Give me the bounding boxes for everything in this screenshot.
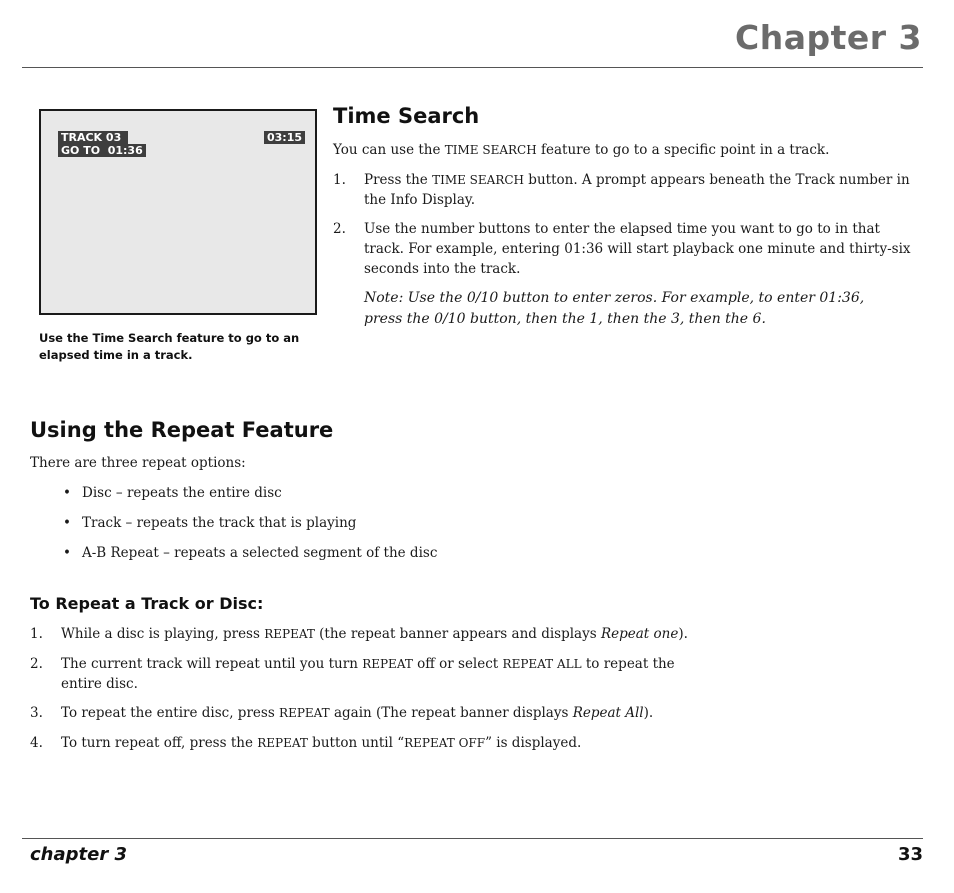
repeat-step-1: While a disc is playing, press REPEAT (the repeat banner appears and displays Repeat one).: [61, 626, 688, 642]
bullet-dot: •: [63, 485, 71, 501]
bullet-dot: •: [63, 545, 71, 561]
step-number: 3.: [30, 705, 43, 721]
osd-track-label: TRACK 03: [58, 131, 128, 144]
step-number: 1.: [30, 626, 43, 642]
repeat-option-disc: Disc – repeats the entire disc: [82, 485, 282, 501]
header-rule: [22, 67, 923, 68]
time-search-intro: You can use the TIME SEARCH feature to go to a specific point in a track.: [333, 142, 830, 158]
step-number: 2.: [333, 221, 346, 237]
repeat-option-ab: A-B Repeat – repeats a selected segment of the disc: [82, 545, 438, 561]
repeat-subheading: To Repeat a Track or Disc:: [30, 594, 264, 613]
time-search-note: Note: Use the 0/10 button to enter zeros. For example, to enter 01:36, press the 0/10 button, then the 1, then the 3, then the 6.: [364, 290, 865, 327]
footer-chapter-label: chapter 3: [30, 844, 127, 865]
repeat-intro: There are three repeat options:: [30, 455, 246, 471]
time-search-step-2: Use the number buttons to enter the elapsed time you want to go to in that track. For example, entering 01:36 will start playback one minute and thirty-six seconds into the track.: [364, 221, 911, 277]
repeat-heading: Using the Repeat Feature: [30, 418, 334, 442]
osd-goto-label: GO TO 01:36: [58, 144, 146, 157]
step-number: 1.: [333, 172, 346, 188]
footer-rule: [22, 838, 923, 839]
chapter-heading: Chapter 3: [735, 18, 922, 57]
time-search-heading: Time Search: [333, 104, 480, 128]
figure-caption: Use the Time Search feature to go to an elapsed time in a track.: [39, 331, 300, 362]
repeat-step-3: To repeat the entire disc, press REPEAT again (The repeat banner displays Repeat All).: [61, 705, 654, 721]
bullet-dot: •: [63, 515, 71, 531]
page-number: 33: [897, 844, 923, 865]
repeat-option-track: Track – repeats the track that is playing: [82, 515, 357, 531]
repeat-step-4: To turn repeat off, press the REPEAT button until “REPEAT OFF” is displayed.: [61, 735, 582, 751]
tv-screen-illustration: [39, 109, 317, 315]
osd-time-label: 03:15: [264, 131, 305, 144]
repeat-step-2: The current track will repeat until you turn REPEAT off or select REPEAT ALL to repeat the entire disc.: [61, 656, 675, 692]
step-number: 2.: [30, 656, 43, 672]
step-number: 4.: [30, 735, 43, 751]
time-search-step-1: Press the TIME SEARCH button. A prompt appears beneath the Track number in the Info Display.: [364, 172, 910, 208]
